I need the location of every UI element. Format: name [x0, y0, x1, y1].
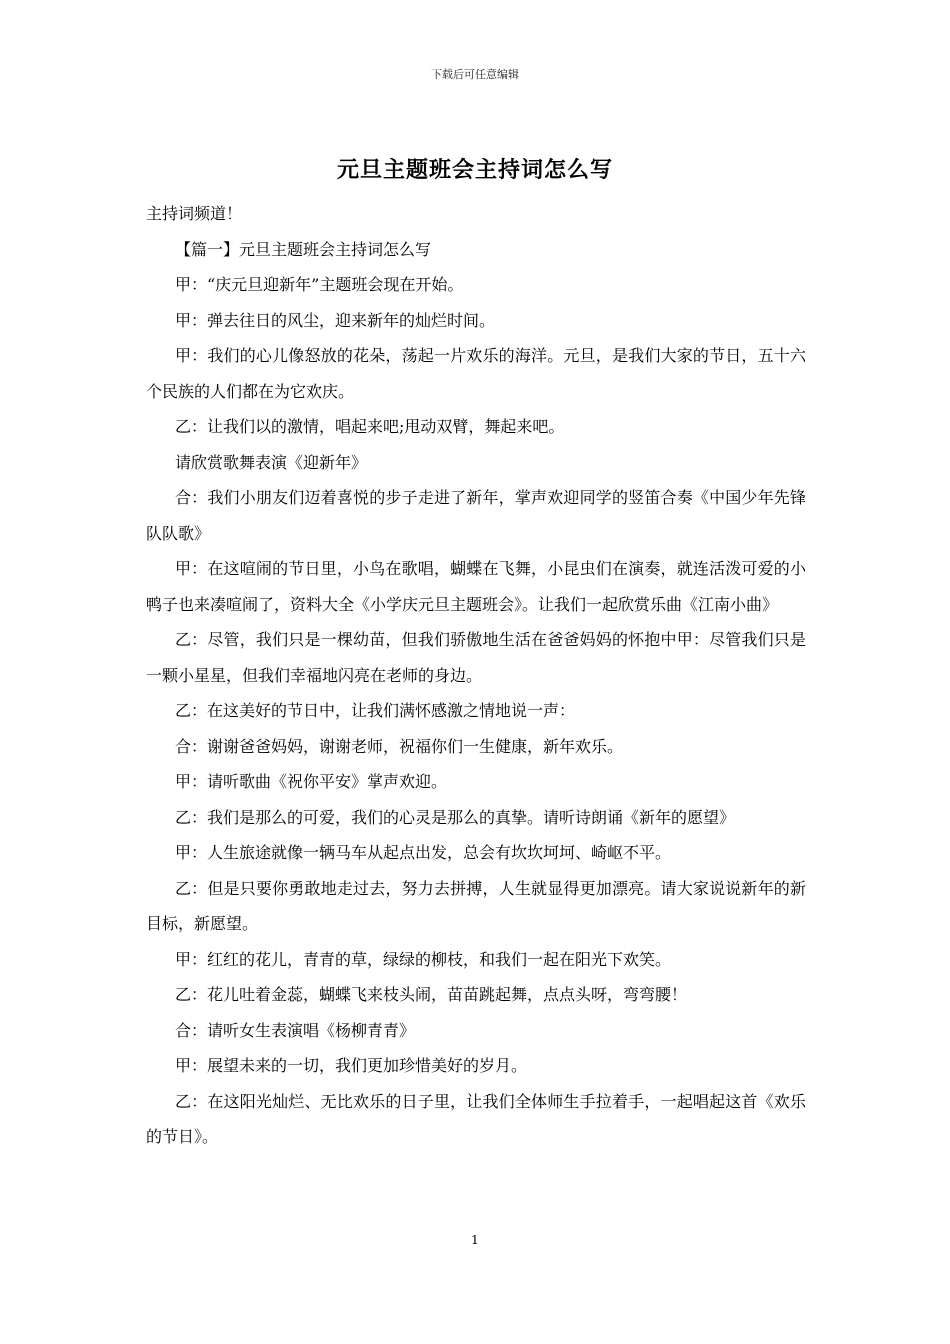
paragraph: 甲：红红的花儿，青青的草，绿绿的柳枝，和我们一起在阳光下欢笑。: [175, 949, 672, 969]
paragraph: 甲：在这喧闹的节日里，小鸟在歌唱，蝴蝶在飞舞，小昆虫们在演奏，就连活泼可爱的小鸭子也来凑喧闹了，资料大全《小学庆元旦主题班会》。让我们一起欣赏乐曲《江南小曲》: [146, 559, 806, 614]
paragraph: 乙：尽管，我们只是一棵幼苗，但我们骄傲地生活在爸爸妈妈的怀抱中甲：尽管我们只是一颗小星星，但我们幸福地闪亮在老师的身边。: [146, 630, 806, 685]
paragraph: 乙：在这阳光灿烂、无比欢乐的日子里，让我们全体师生手拉着手，一起唱起这首《欢乐的节日》。: [146, 1091, 806, 1146]
paragraph: 乙：但是只要你勇敢地走过去，努力去拼搏，人生就显得更加漂亮。请大家说说新年的新目标，新愿望。: [146, 878, 806, 933]
paragraph: 合：我们小朋友们迈着喜悦的步子走进了新年，掌声欢迎同学的竖笛合奏《中国少年先锋队队歌》: [146, 488, 806, 543]
document-title: 元旦主题班会主持词怎么写: [336, 157, 613, 183]
paragraph: 合：请听女生表演唱《杨柳青青》: [175, 1020, 416, 1040]
paragraph: 乙：我们是那么的可爱，我们的心灵是那么的真挚。请听诗朗诵《新年的愿望》: [175, 807, 736, 827]
paragraph: 甲：请听歌曲《祝你平安》掌声欢迎。: [175, 772, 448, 791]
paragraph: 甲：人生旅途就像一辆马车从起点出发，总会有坎坎坷坷、崎岖不平。: [175, 843, 672, 862]
page-number: 1: [471, 1233, 479, 1247]
paragraph: 请欣赏歌舞表演《迎新年》: [175, 452, 368, 472]
paragraph: 乙：花儿吐着金蕊，蝴蝶飞来枝头闹，苗苗跳起舞，点点头呀，弯弯腰！: [175, 985, 688, 1004]
page-header: 下载后可任意编辑: [431, 68, 519, 81]
paragraph: 甲：我们的心儿像怒放的花朵，荡起一片欢乐的海洋。元旦，是我们大家的节日，五十六个民族的人们都在为它欢庆。: [146, 346, 806, 401]
paragraph: 甲：弹去往日的风尘，迎来新年的灿烂时间。: [175, 310, 496, 330]
document-body: [146, 196, 806, 1155]
paragraph: 乙：在这美好的节日中，让我们满怀感激之情地说一声：: [175, 701, 576, 720]
paragraph: 甲：展望未来的一切，我们更加珍惜美好的岁月。: [175, 1056, 528, 1075]
paragraph: 乙：让我们以的激情，唱起来吧;甩动双臂，舞起来吧。: [175, 417, 565, 436]
paragraph: 【篇一】元旦主题班会主持词怎么写: [175, 239, 432, 259]
paragraph: 合：谢谢爸爸妈妈，谢谢老师，祝福你们一生健康，新年欢乐。: [175, 736, 624, 756]
paragraph: 主持词频道！: [146, 204, 243, 223]
paragraph: 甲：“庆元旦迎新年”主题班会现在开始。: [175, 275, 464, 294]
